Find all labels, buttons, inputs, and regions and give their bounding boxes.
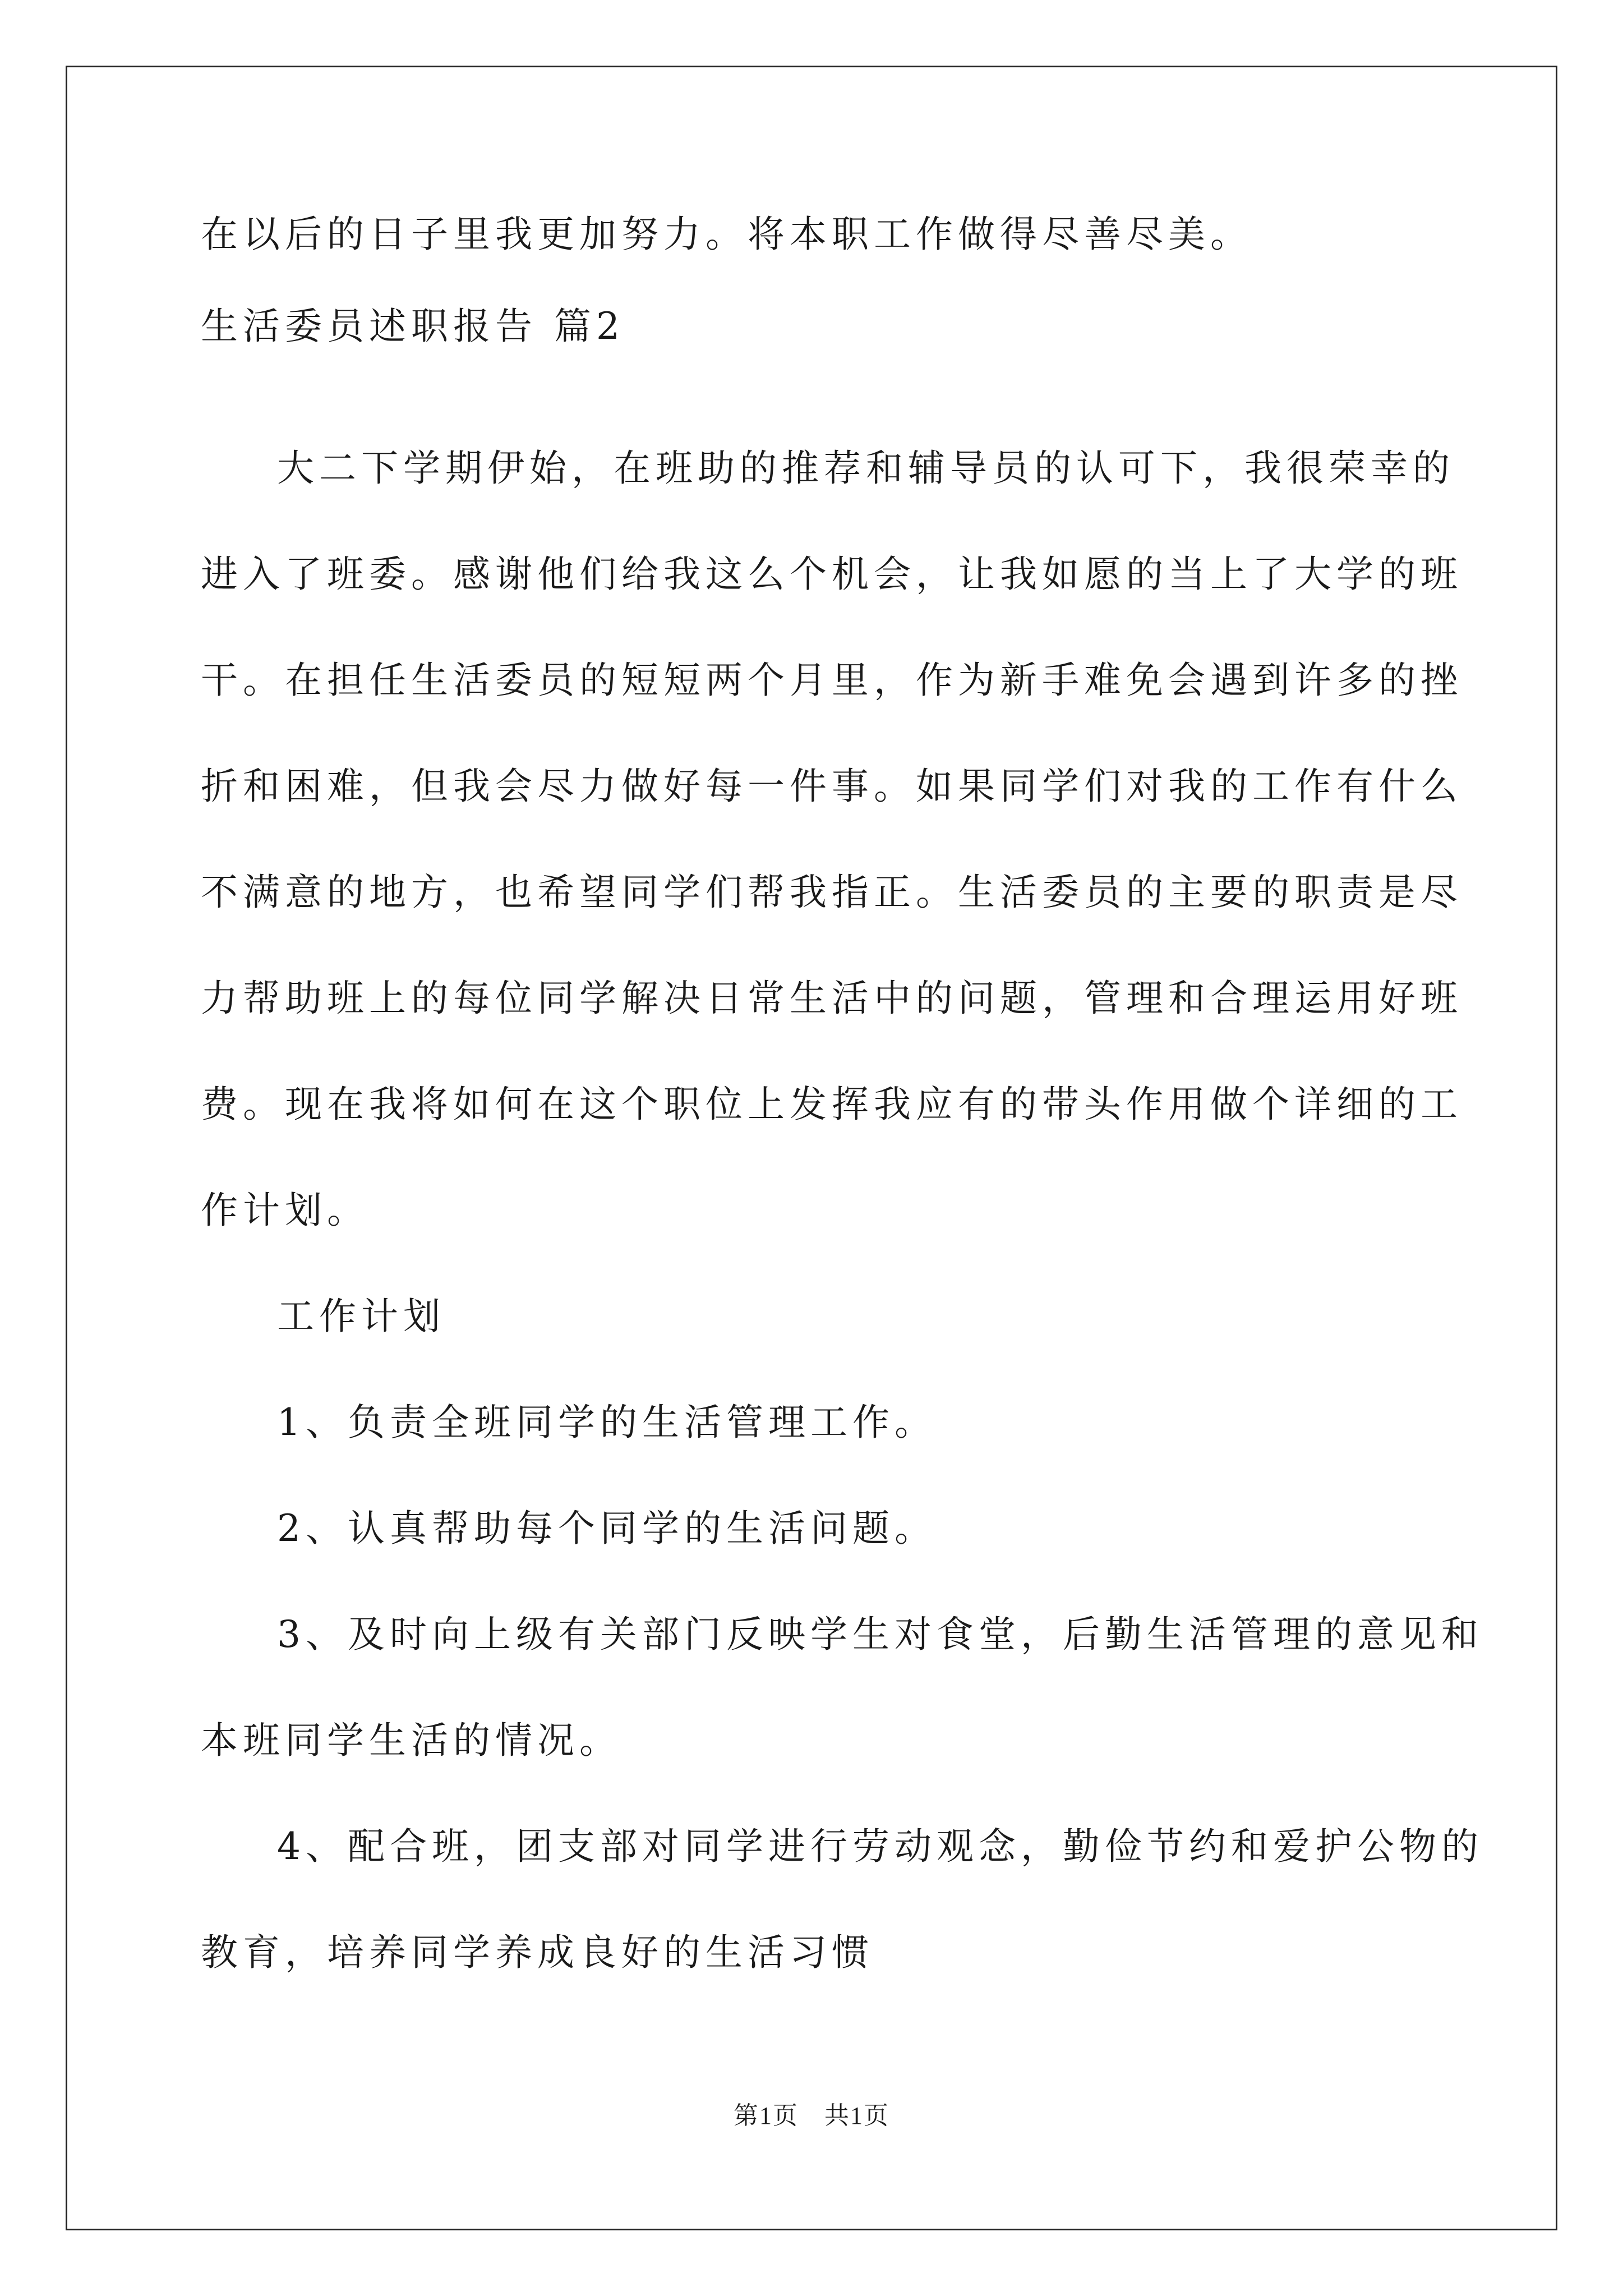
paragraph-line: 折和困难，但我会尽力做好每一件事。如果同学们对我的工作有什么 xyxy=(201,765,1463,808)
page-border xyxy=(66,66,1557,2230)
section-heading: 生活委员述职报告 篇2 xyxy=(201,305,625,348)
page-footer: 第1页 共1页 xyxy=(734,2102,889,2129)
list-item-continuation: 教育，培养同学养成良好的生活习惯 xyxy=(201,1931,874,1974)
list-item-continuation: 本班同学生活的情况。 xyxy=(201,1719,621,1762)
list-item: 3、及时向上级有关部门反映学生对食堂，后勤生活管理的意见和 xyxy=(277,1613,1483,1656)
paragraph-line: 作计划。 xyxy=(201,1189,369,1232)
subheading: 工作计划 xyxy=(277,1295,445,1338)
paragraph-line: 力帮助班上的每位同学解决日常生活中的问题，管理和合理运用好班 xyxy=(201,977,1463,1020)
list-item: 2、认真帮助每个同学的生活问题。 xyxy=(277,1507,937,1550)
paragraph-line: 费。现在我将如何在这个职位上发挥我应有的带头作用做个详细的工 xyxy=(201,1083,1463,1126)
list-item: 1、负责全班同学的生活管理工作。 xyxy=(277,1401,937,1444)
paragraph-line: 大二下学期伊始，在班助的推荐和辅导员的认可下，我很荣幸的 xyxy=(277,447,1455,490)
list-item: 4、配合班，团支部对同学进行劳动观念，勤俭节约和爱护公物的 xyxy=(277,1825,1483,1868)
paragraph-line: 不满意的地方，也希望同学们帮我指正。生活委员的主要的职责是尽 xyxy=(201,871,1463,914)
paragraph-line: 进入了班委。感谢他们给我这么个机会，让我如愿的当上了大学的班 xyxy=(201,553,1463,596)
paragraph-line: 在以后的日子里我更加努力。将本职工作做得尽善尽美。 xyxy=(201,213,1252,256)
paragraph-line: 干。在担任生活委员的短短两个月里，作为新手难免会遇到许多的挫 xyxy=(201,659,1463,702)
